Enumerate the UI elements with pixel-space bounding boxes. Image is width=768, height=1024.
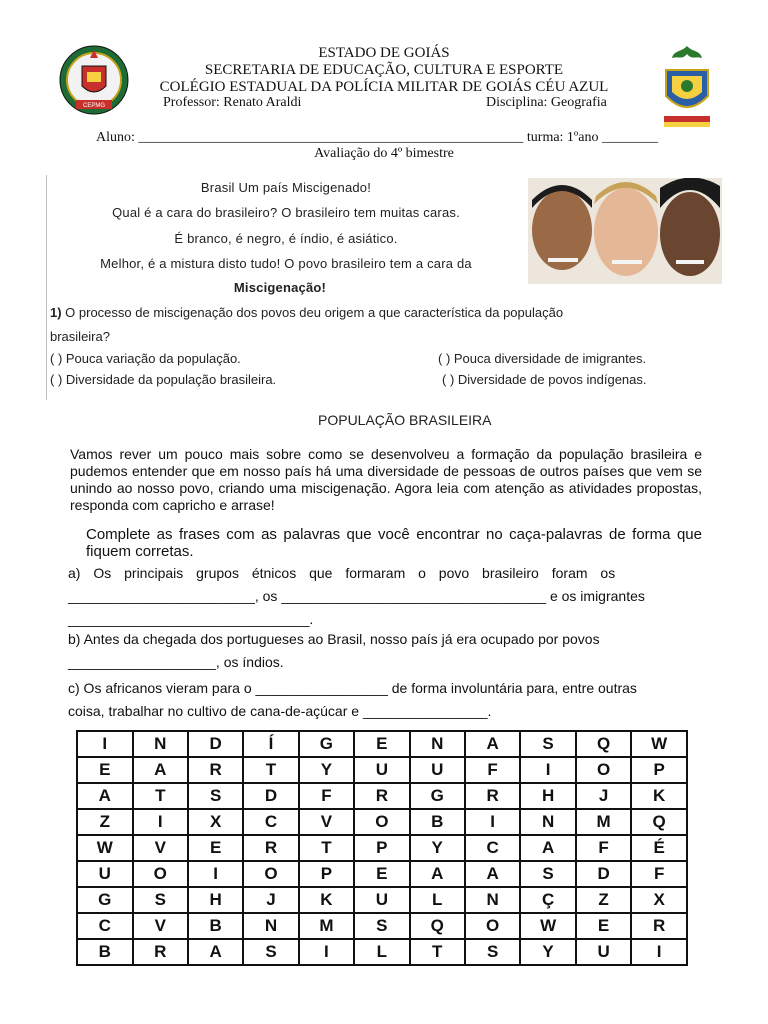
word-search-cell[interactable]: Z	[77, 809, 133, 835]
word-search-cell[interactable]: G	[410, 783, 465, 809]
word-search-cell[interactable]: I	[77, 731, 133, 757]
word-search-cell[interactable]: O	[465, 913, 520, 939]
word-search-cell[interactable]: I	[520, 757, 576, 783]
word-search-cell[interactable]: A	[465, 861, 520, 887]
word-search-cell[interactable]: J	[243, 887, 298, 913]
option-2[interactable]: ( ) Pouca diversidade de imigrantes.	[438, 351, 647, 366]
faces-photo	[528, 178, 722, 284]
word-search-cell[interactable]: X	[631, 887, 687, 913]
word-search-row	[77, 783, 687, 809]
word-search-cell[interactable]: I	[133, 809, 188, 835]
option-1[interactable]: ( ) Pouca variação da população.	[50, 351, 241, 366]
section-paragraph: Vamos rever um pouco mais sobre como se desenvolveu a formação da população brasileira e pudemos entender que em nosso país há uma diversidade de pessoas de outros países que vem se unindo ao nosso povo, criando uma miscigenação. Agora leia com atenção as atividades propostas, responda com capricho e arrase!	[70, 446, 702, 513]
word-search-cell[interactable]: A	[133, 757, 188, 783]
word-search-cell[interactable]: Y	[410, 835, 465, 861]
item-b-line-1: b) Antes da chegada dos portugueses ao Brasil, nosso país já era ocupado por povos	[68, 631, 600, 647]
word-search-cell[interactable]: L	[410, 887, 465, 913]
word-search-cell[interactable]: É	[631, 835, 687, 861]
word-search-cell[interactable]: T	[243, 757, 298, 783]
word-search-row	[77, 861, 687, 887]
word-search-cell[interactable]: R	[631, 913, 687, 939]
word-search-cell[interactable]: S	[354, 913, 409, 939]
word-search-cell[interactable]: S	[133, 887, 188, 913]
item-c-line-2[interactable]: coisa, trabalhar no cultivo de cana-de-açúcar e ________________.	[68, 703, 492, 719]
state-title: ESTADO DE GOIÁS	[318, 45, 450, 61]
word-search-cell[interactable]: U	[354, 757, 409, 783]
word-search-cell[interactable]: F	[576, 835, 631, 861]
word-search-cell[interactable]: F	[299, 783, 354, 809]
word-search-cell[interactable]: Y	[520, 939, 576, 965]
word-search-cell[interactable]: W	[520, 913, 576, 939]
word-search-cell[interactable]: I	[299, 939, 354, 965]
word-search-cell[interactable]: R	[133, 939, 188, 965]
word-search-cell[interactable]: W	[631, 731, 687, 757]
word-search-cell[interactable]: Ç	[520, 887, 576, 913]
word-search-cell[interactable]: A	[410, 861, 465, 887]
intro-line-3: É branco, é negro, é índio, é asiático.	[174, 231, 398, 246]
word-search-cell[interactable]: B	[188, 913, 243, 939]
word-search-cell[interactable]: Í	[243, 731, 298, 757]
word-search-cell[interactable]: L	[354, 939, 409, 965]
item-a-line-1: a) Os principais grupos étnicos que formaram o povo brasileiro foram os	[68, 565, 616, 581]
word-search-cell[interactable]: D	[188, 731, 243, 757]
word-search-cell[interactable]: E	[354, 861, 409, 887]
student-name-line: Aluno: _______________________________________________________ turma: 1ºano ________	[96, 130, 658, 145]
word-search-cell[interactable]: S	[243, 939, 298, 965]
word-search-cell[interactable]: R	[243, 835, 298, 861]
word-search-cell[interactable]: N	[243, 913, 298, 939]
word-search-cell[interactable]: O	[243, 861, 298, 887]
word-search-cell[interactable]: J	[576, 783, 631, 809]
word-search-cell[interactable]: X	[188, 809, 243, 835]
word-search-cell[interactable]: N	[465, 887, 520, 913]
word-search-cell[interactable]: U	[410, 757, 465, 783]
item-b-line-2[interactable]: ___________________, os índios.	[68, 654, 284, 670]
word-search-cell[interactable]: M	[299, 913, 354, 939]
evaluation-title: Avaliação do 4º bimestre	[314, 146, 454, 161]
word-search-cell[interactable]: V	[133, 835, 188, 861]
word-search-cell[interactable]: I	[631, 939, 687, 965]
question-1-line-1	[50, 305, 563, 320]
word-search-cell[interactable]: Z	[576, 887, 631, 913]
word-search-cell[interactable]: Q	[410, 913, 465, 939]
word-search-cell[interactable]: A	[520, 835, 576, 861]
word-search-cell[interactable]: M	[576, 809, 631, 835]
word-search-row	[77, 809, 687, 835]
word-search-cell[interactable]: P	[631, 757, 687, 783]
word-search-cell[interactable]: U	[576, 939, 631, 965]
word-search-cell[interactable]: E	[188, 835, 243, 861]
word-search-cell[interactable]: Q	[576, 731, 631, 757]
item-a-line-2[interactable]: ________________________, os __________________________________ e os imigrantes	[68, 588, 645, 604]
word-search-cell[interactable]: T	[410, 939, 465, 965]
word-search-cell[interactable]: A	[188, 939, 243, 965]
word-search-cell[interactable]: P	[299, 861, 354, 887]
word-search-cell[interactable]: N	[133, 731, 188, 757]
instruction-text: Complete as frases com as palavras que você encontrar no caça-palavras de forma que fiquem corretas.	[86, 526, 702, 560]
word-search-row	[77, 757, 687, 783]
word-search-cell[interactable]: T	[133, 783, 188, 809]
word-search-cell[interactable]: F	[465, 757, 520, 783]
word-search-cell[interactable]: E	[576, 913, 631, 939]
word-search-cell[interactable]: G	[299, 731, 354, 757]
word-search-row	[77, 913, 687, 939]
intro-line-2: Qual é a cara do brasileiro? O brasileiro tem muitas caras.	[112, 205, 460, 220]
word-search-cell[interactable]: V	[133, 913, 188, 939]
word-search-cell[interactable]: K	[631, 783, 687, 809]
intro-line-1: Brasil Um país Miscigenado!	[200, 180, 372, 195]
word-search-cell[interactable]: A	[77, 783, 133, 809]
item-a-line-3[interactable]: _______________________________.	[68, 611, 314, 627]
word-search-row	[77, 887, 687, 913]
word-search-cell[interactable]: Y	[299, 757, 354, 783]
word-search-cell[interactable]: K	[299, 887, 354, 913]
word-search-cell[interactable]: S	[520, 731, 576, 757]
word-search-cell[interactable]: B	[77, 939, 133, 965]
word-search-row	[77, 835, 687, 861]
word-search-cell[interactable]: C	[77, 913, 133, 939]
word-search-cell[interactable]: B	[410, 809, 465, 835]
word-search-row	[77, 939, 687, 965]
word-search-cell[interactable]: H	[520, 783, 576, 809]
word-search-cell[interactable]: O	[576, 757, 631, 783]
word-search-cell[interactable]: I	[465, 809, 520, 835]
question-1-text: O processo de miscigenação dos povos deu origem a que característica da população	[61, 305, 564, 320]
svg-text:CEPMG: CEPMG	[82, 103, 106, 109]
word-search-cell[interactable]: S	[465, 939, 520, 965]
word-search-grid	[76, 730, 688, 966]
three-faces-illustration-icon	[528, 178, 722, 284]
word-search-cell[interactable]: S	[520, 861, 576, 887]
word-search-cell[interactable]: N	[520, 809, 576, 835]
word-search-cell[interactable]: P	[354, 835, 409, 861]
word-search-cell[interactable]: C	[243, 809, 298, 835]
word-search-cell[interactable]: D	[576, 861, 631, 887]
word-search-cell[interactable]: S	[188, 783, 243, 809]
section-title: POPULAÇÃO BRASILEIRA	[318, 412, 492, 428]
word-search-cell[interactable]: N	[410, 731, 465, 757]
professor-label: Professor: Renato Araldi	[163, 95, 302, 110]
word-search-cell[interactable]: I	[188, 861, 243, 887]
school-title: COLÉGIO ESTADUAL DA POLÍCIA MILITAR DE GOIÁS CÉU AZUL	[159, 79, 609, 95]
secretariat-title: SECRETARIA DE EDUCAÇÃO, CULTURA E ESPORTE	[204, 62, 564, 78]
word-search-cell[interactable]: U	[77, 861, 133, 887]
question-1-number: 1)	[50, 305, 62, 320]
item-c-line-1[interactable]: c) Os africanos vieram para o _________________ de forma involuntária para, entre outras	[68, 680, 637, 696]
question-1-line-2: brasileira?	[50, 329, 110, 344]
word-search-cell[interactable]: A	[465, 731, 520, 757]
word-search-cell[interactable]: G	[77, 887, 133, 913]
word-search-row	[77, 731, 687, 757]
option-3[interactable]: ( ) Diversidade da população brasileira.	[50, 372, 277, 387]
word-search-cell[interactable]: H	[188, 887, 243, 913]
word-search-cell[interactable]: E	[77, 757, 133, 783]
discipline-label: Disciplina: Geografia	[486, 95, 607, 110]
word-search-cell[interactable]: D	[243, 783, 298, 809]
word-search-cell[interactable]: O	[354, 809, 409, 835]
word-search-cell[interactable]: U	[354, 887, 409, 913]
word-search-cell[interactable]: E	[354, 731, 409, 757]
intro-line-4: Melhor, é a mistura disto tudo! O povo brasileiro tem a cara da	[100, 256, 472, 271]
intro-line-5: Miscigenação!	[233, 280, 327, 295]
word-search-cell[interactable]: C	[465, 835, 520, 861]
word-search-cell[interactable]: V	[299, 809, 354, 835]
word-search-cell[interactable]: W	[77, 835, 133, 861]
word-search-cell[interactable]: R	[465, 783, 520, 809]
word-search-cell[interactable]: F	[631, 861, 687, 887]
word-search-cell[interactable]: Q	[631, 809, 687, 835]
word-search-cell[interactable]: R	[354, 783, 409, 809]
word-search-cell[interactable]: T	[299, 835, 354, 861]
word-search-cell[interactable]: O	[133, 861, 188, 887]
word-search-cell[interactable]: R	[188, 757, 243, 783]
option-4[interactable]: ( ) Diversidade de povos indígenas.	[442, 372, 647, 387]
